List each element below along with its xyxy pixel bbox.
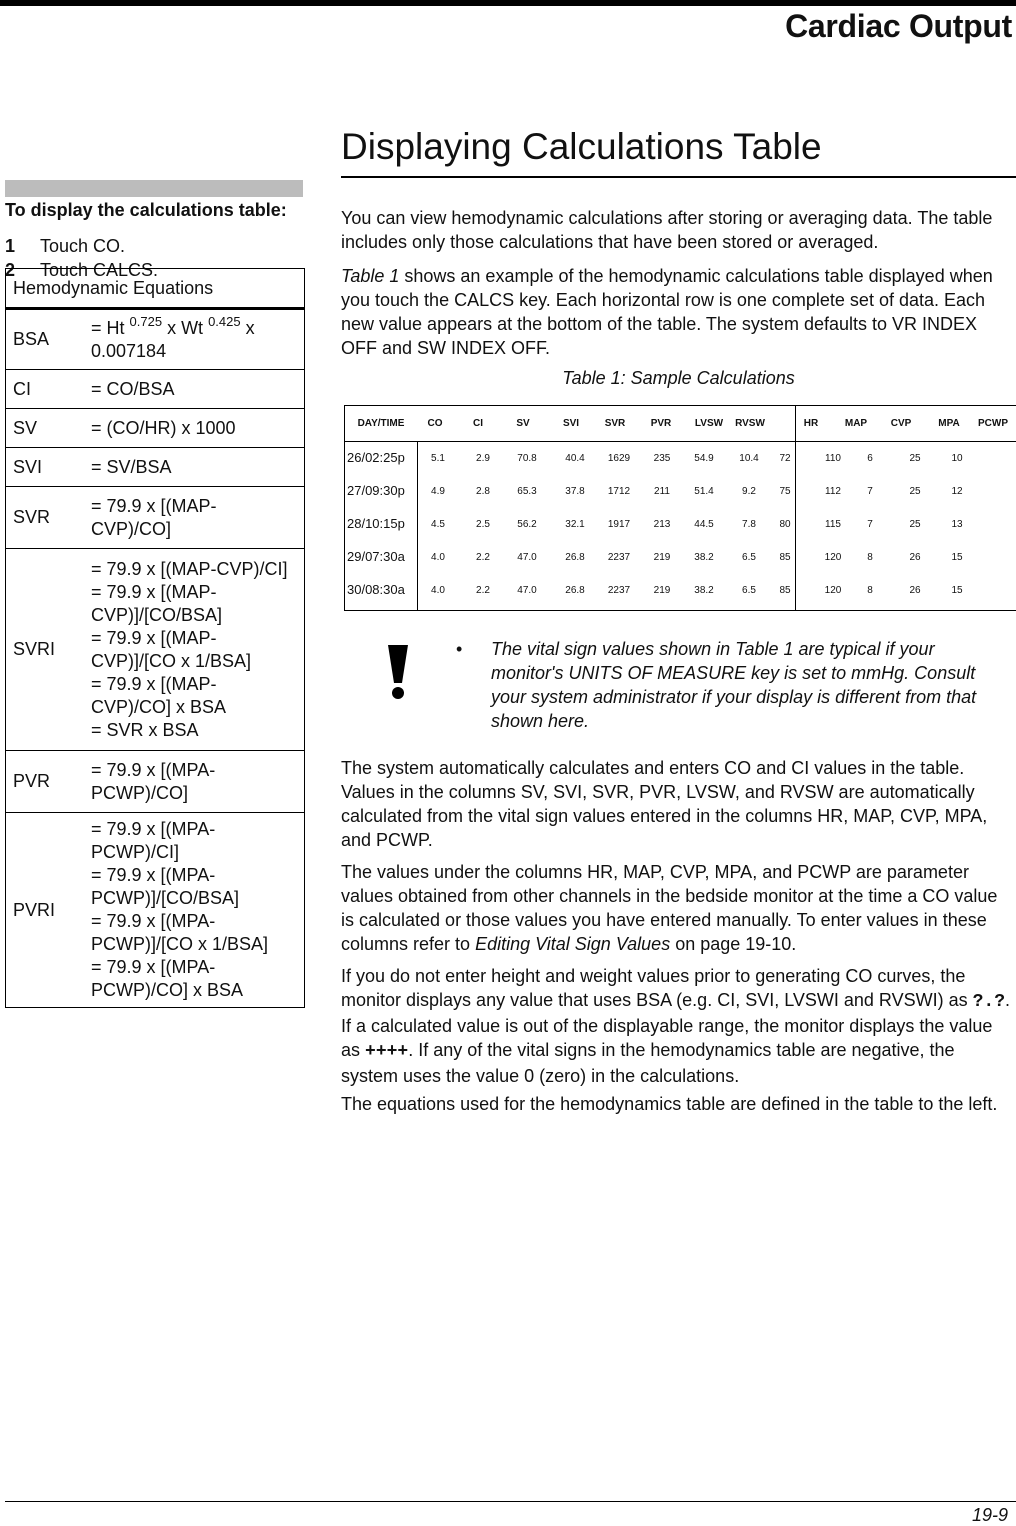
calc-value-cell: 2.9: [476, 453, 490, 464]
calc-value-cell: 1629: [607, 453, 631, 464]
step-1: [5, 234, 158, 258]
calc-column-header: HR: [803, 418, 819, 429]
calc-value-cell: 6.5: [742, 552, 756, 563]
step-text: Touch CALCS.: [40, 260, 159, 280]
equation-formula: = 79.9 x [(MAP-CVP)/CI] = 79.9 x [(MAP- CVP)]/[CO/BSA] = 79.9 x [(MAP- CVP)]/[CO x 1/BSA] = 79.9 x [(MAP- CVP)/CO] x BSA = SVR x BSA: [81, 549, 305, 751]
unknown-value-symbol: ?.?: [972, 992, 1006, 1012]
calc-value-cell: 120: [824, 552, 842, 563]
calc-value-cell: 235: [653, 453, 671, 464]
equation-row-svr: [6, 487, 305, 549]
step-number: 1: [5, 236, 16, 256]
calc-date-cell: 26/02:25p: [347, 450, 405, 465]
calc-value-cell: 6: [867, 453, 873, 464]
equation-row-pvri: [6, 813, 305, 1008]
calc-value-cell: 2237: [607, 585, 631, 596]
equation-formula: = CO/BSA: [81, 370, 305, 409]
equation-formula: = Ht $^{0.725}$ x Wt $^{0.425}$ x 0.007184: [81, 309, 305, 370]
calc-value-cell: 10.4: [739, 453, 759, 464]
calc-value-cell: 7.8: [742, 519, 756, 530]
calc-column-header: CI: [473, 418, 483, 429]
bsa-paragraph: If you do not enter height and weight values prior to generating CO curves, the monitor displays any value that uses BSA (e.g. CI, SVI, LVSWI and RVSWI) as ?.?. If a calculated value is out of the displayable range, the monitor displays the value as ++++. If any of the vital signs in the hemodynamics table are negative, the system uses the value 0 (zero) in the calculations.: [341, 966, 1011, 1086]
calc-value-cell: 13: [951, 519, 963, 530]
calc-column-header: MAP: [844, 418, 868, 429]
note-text: The vital sign values shown in Table 1 are typical if your monitor's UNITS OF MEASURE key is set to mmHg. Consult your system administrator if your display is different from that shown here.: [491, 639, 977, 731]
calc-date-cell: 30/08:30a: [347, 582, 405, 597]
calc-value-cell: 37.8: [565, 486, 585, 497]
table-reference: Table 1: [341, 266, 400, 286]
note-bullet: •: [456, 639, 463, 659]
calc-value-cell: 213: [653, 519, 671, 530]
header-rule: [0, 0, 1016, 6]
calc-value-cell: 2.8: [476, 486, 490, 497]
calc-value-cell: 10: [951, 453, 963, 464]
calc-column-header: CO: [427, 418, 443, 429]
procedure-title: To display the calculations table:: [5, 200, 287, 220]
calc-value-cell: 1917: [607, 519, 631, 530]
calc-table-row: [345, 475, 1016, 508]
equation-name: SV: [6, 409, 82, 448]
step-number: 2: [5, 260, 16, 280]
calc-date-cell: 27/09:30p: [347, 483, 405, 498]
calc-value-cell: 44.5: [694, 519, 714, 530]
calc-value-cell: 47.0: [517, 585, 537, 596]
table-description-paragraph: Table 1 shows an example of the hemodynamic calculations table displayed when you touch the CALCS key. Each horizontal row is one complete set of data. Each new value appears at the bottom of the table. The system defaults to VR INDEX OFF and SW INDEX OFF.: [341, 266, 993, 358]
intro-paragraph: You can view hemodynamic calculations after storing or averaging data. The table includes only those calculations that have been stored or averaged.: [341, 208, 993, 252]
calc-value-cell: 8: [867, 585, 873, 596]
calc-value-cell: 25: [909, 519, 921, 530]
calc-value-cell: 2.2: [476, 552, 490, 563]
calc-value-cell: 1712: [607, 486, 631, 497]
caution-icon: [383, 643, 413, 700]
calc-value-cell: 2.5: [476, 519, 490, 530]
table-caption: Table 1: Sample Calculations: [562, 368, 795, 388]
calc-table-row: [345, 442, 1016, 475]
calc-column-header: PCWP: [978, 418, 1008, 429]
calc-column-header: MPA: [938, 418, 960, 429]
chapter-title: Cardiac Output: [785, 8, 1012, 44]
equations-heading: Hemodynamic Equations: [6, 269, 305, 309]
equation-row-pvr: [6, 751, 305, 813]
calc-table-row: [345, 541, 1016, 574]
calc-value-cell: 8: [867, 552, 873, 563]
calc-value-cell: 12: [951, 486, 963, 497]
calc-value-cell: 6.5: [742, 585, 756, 596]
calc-value-cell: 72: [779, 453, 791, 464]
calc-value-cell: 54.9: [694, 453, 714, 464]
page-title: Displaying Calculations Table: [341, 126, 822, 167]
calc-table-row: [345, 508, 1016, 541]
calc-value-cell: 112: [825, 486, 841, 497]
calc-value-cell: 26: [909, 585, 921, 596]
calc-column-header: DAY/TIME: [357, 418, 405, 429]
equation-name: SVI: [6, 448, 82, 487]
equation-name: SVRI: [6, 549, 82, 751]
equations-note-paragraph: The equations used for the hemodynamics table are defined in the table to the left.: [341, 1094, 998, 1114]
equation-formula: = (CO/HR) x 1000: [81, 409, 305, 448]
calc-value-cell: 15: [951, 552, 963, 563]
equation-formula: = SV/BSA: [81, 448, 305, 487]
equation-name: SVR: [6, 487, 82, 549]
calc-value-cell: 4.5: [431, 519, 445, 530]
note: [440, 637, 1010, 733]
parameter-values-paragraph: The values under the columns HR, MAP, CVP, MPA, and PCWP are parameter values obtained from other channels in the bedside monitor at the time a CO value is calculated or those values you have entered manually. To enter values in these columns refer to Editing Vital Sign Values on page 19-10.: [341, 862, 998, 954]
calc-column-header: LVSW: [694, 418, 724, 429]
calc-column-header: SVI: [562, 418, 580, 429]
calc-value-cell: 38.2: [694, 552, 714, 563]
calc-value-cell: 7: [867, 486, 873, 497]
page-number: 19-9: [971, 1505, 1008, 1525]
calc-value-cell: 4.0: [431, 585, 445, 596]
calc-value-cell: 38.2: [694, 585, 714, 596]
equation-name: CI: [6, 370, 82, 409]
equations-table: [5, 268, 305, 1008]
out-of-range-symbol: ++++: [365, 1042, 409, 1062]
calc-value-cell: 15: [951, 585, 963, 596]
equation-row-bsa: [6, 309, 305, 370]
calc-value-cell: 219: [653, 552, 671, 563]
calc-column-header: PVR: [650, 418, 672, 429]
editing-vital-sign-values-link[interactable]: Editing Vital Sign Values: [475, 934, 671, 954]
sample-calculations-table: [344, 405, 1016, 611]
equation-name: PVRI: [6, 813, 82, 1008]
equations-header: [6, 269, 305, 309]
calc-value-cell: 75: [779, 486, 791, 497]
equation-formula: = 79.9 x [(MPA- PCWP)/CI] = 79.9 x [(MPA- PCWP)]/[CO/BSA] = 79.9 x [(MPA- PCWP)]/[CO x 1/BSA] = 79.9 x [(MPA- PCWP)/CO] x BSA: [81, 813, 305, 1008]
equation-name: BSA: [6, 309, 82, 370]
calc-date-cell: 28/10:15p: [347, 516, 405, 531]
footer-rule: [5, 1501, 1016, 1502]
calc-value-cell: 4.0: [431, 552, 445, 563]
calc-column-header: RVSW: [735, 418, 765, 429]
auto-calc-paragraph: The system automatically calculates and enters CO and CI values in the table. Values in the columns SV, SVI, SVR, PVR, LVSW, and RVSW are automatically calculated from the vital sign values entered in the columns HR, MAP, CVP, MPA, and PCWP.: [341, 758, 988, 850]
calc-value-cell: 7: [867, 519, 873, 530]
calc-value-cell: 26.8: [565, 585, 585, 596]
calc-value-cell: 25: [909, 453, 921, 464]
calc-value-cell: 25: [909, 486, 921, 497]
calc-value-cell: 85: [779, 552, 791, 563]
calc-column-header: SVR: [604, 418, 626, 429]
procedure-bar: [5, 180, 303, 197]
calc-value-cell: 51.4: [694, 486, 714, 497]
equation-formula: = 79.9 x [(MPA- PCWP)/CO]: [81, 751, 305, 813]
calc-value-cell: 219: [653, 585, 671, 596]
calc-value-cell: 110: [825, 453, 841, 464]
calc-value-cell: 26.8: [565, 552, 585, 563]
calc-value-cell: 56.2: [517, 519, 537, 530]
calc-value-cell: 5.1: [431, 453, 445, 464]
calc-date-cell: 29/07:30a: [347, 549, 405, 564]
calc-value-cell: 40.4: [565, 453, 585, 464]
step-text: Touch CO.: [40, 236, 126, 256]
calc-value-cell: 70.8: [517, 453, 537, 464]
calc-value-cell: 47.0: [517, 552, 537, 563]
equation-row-svi: [6, 448, 305, 487]
calc-value-cell: 65.3: [517, 486, 537, 497]
calc-value-cell: 4.9: [431, 486, 445, 497]
calc-value-cell: 2237: [607, 552, 631, 563]
calc-value-cell: 2.2: [476, 585, 490, 596]
equation-formula: = 79.9 x [(MAP- CVP)/CO]: [81, 487, 305, 549]
calc-column-header: SV: [516, 418, 530, 429]
calc-value-cell: 80: [779, 519, 791, 530]
calc-value-cell: 26: [909, 552, 921, 563]
calc-value-cell: 32.1: [565, 519, 585, 530]
calc-value-cell: 85: [779, 585, 791, 596]
title-rule: [341, 176, 1016, 178]
equation-name: PVR: [6, 751, 82, 813]
calc-column-header: CVP: [890, 418, 912, 429]
calc-value-cell: 9.2: [742, 486, 756, 497]
calc-value-cell: 120: [824, 585, 842, 596]
equation-row-ci: [6, 370, 305, 409]
calc-value-cell: 115: [825, 519, 841, 530]
calc-table-header: [345, 406, 1016, 442]
equation-row-sv: [6, 409, 305, 448]
calc-table-row: [345, 574, 1016, 607]
equation-row-svri: [6, 549, 305, 751]
calc-value-cell: 211: [654, 486, 670, 497]
